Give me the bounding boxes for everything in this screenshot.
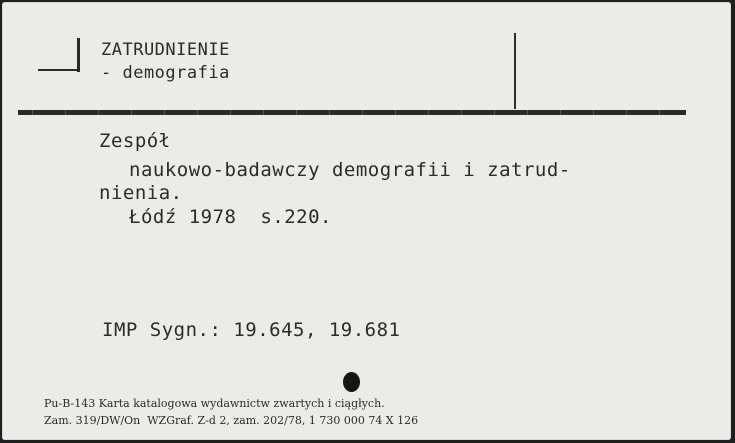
call-number: IMP Sygn.: 19.645, 19.681 xyxy=(102,319,401,341)
subject-subheading: - demografia xyxy=(101,63,230,83)
header-divider xyxy=(514,33,516,109)
entry-title: naukowo-badawczy demografii i zatrud- xyxy=(129,159,571,181)
entry-author: Zespół xyxy=(99,130,171,152)
subject-heading: ZATRUDNIENIE xyxy=(101,40,230,60)
footer-form-name: Pu-B-143 Karta katalogowa wydawnictw zwartych i ciągłych. xyxy=(44,397,385,410)
catalog-card xyxy=(2,2,731,440)
entry-title-continued: nienia. xyxy=(99,182,183,204)
footer-print-info: Zam. 319/DW/On WZGraf. Z-d 2, zam. 202/78, 1 730 000 74 X 126 xyxy=(44,414,419,427)
header-rule xyxy=(18,110,686,115)
entry-imprint: Łódź 1978 s.220. xyxy=(129,206,332,228)
punch-hole xyxy=(343,372,360,392)
corner-mark-vertical xyxy=(77,38,80,72)
corner-mark-horizontal xyxy=(38,69,78,71)
